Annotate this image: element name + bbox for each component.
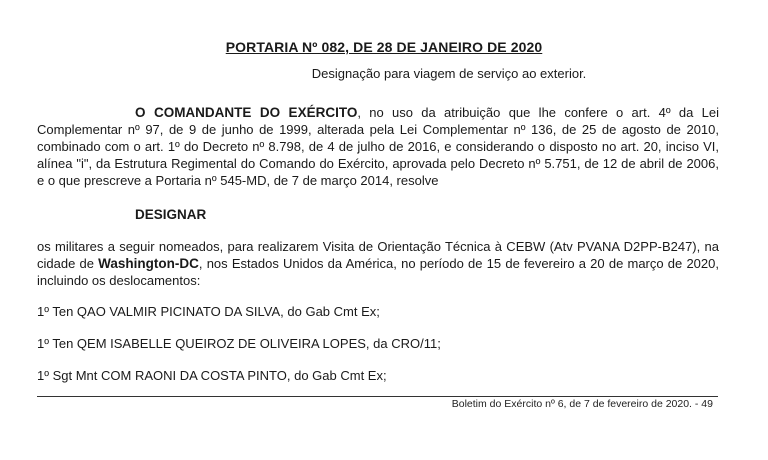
member-item: 1º Ten QAO VALMIR PICINATO DA SILVA, do Gab Cmt Ex; — [37, 304, 380, 319]
footer-divider — [37, 396, 718, 397]
designation-city: Washington-DC — [98, 256, 199, 271]
member-item: 1º Ten QEM ISABELLE QUEIROZ DE OLIVEIRA LOPES, da CRO/11; — [37, 336, 441, 351]
action-heading: DESIGNAR — [135, 207, 207, 222]
designation-text-after: , nos Estados Unidos da América, no período de 15 de fevereiro a 20 de março de 2020, incluindo os deslocamentos: — [37, 256, 719, 288]
designation-paragraph — [37, 238, 719, 289]
document-title: PORTARIA Nº 082, DE 28 DE JANEIRO DE 2020 — [225, 39, 543, 55]
member-item: 1º Sgt Mnt COM RAONI DA COSTA PINTO, do Gab Cmt Ex; — [37, 368, 387, 383]
document-subtitle: Designação para viagem de serviço ao exterior. — [311, 66, 587, 81]
preamble-lead: O COMANDANTE DO EXÉRCITO — [135, 105, 358, 120]
preamble-paragraph — [37, 104, 719, 189]
designation-text-before: os militares a seguir nomeados, para realizarem Visita de Orientação Técnica à CEBW (Atv PVANA D2PP-B247), na cidade de — [37, 239, 719, 271]
preamble-text: , no uso da atribuição que lhe confere o art. 4º da Lei Complementar nº 97, de 9 de junho de 1999, alterada pela Lei Complementar nº 136, de 25 de agosto de 2010, combinado com o art. 1º do Decreto nº 8.798, de 4 de julho de 2016, e considerando o disposto no art. 20, inciso VI, alínea "i", da Estrutura Regimental do Comando do Exército, aprovada pelo Decreto nº 5.751, de 12 de abril de 2006, e o que prescreve a Portaria nº 545-MD, de 7 de março 2014, resolve — [37, 105, 719, 188]
page-footer: Boletim do Exército nº 6, de 7 de fevereiro de 2020. - 49 — [451, 398, 713, 410]
